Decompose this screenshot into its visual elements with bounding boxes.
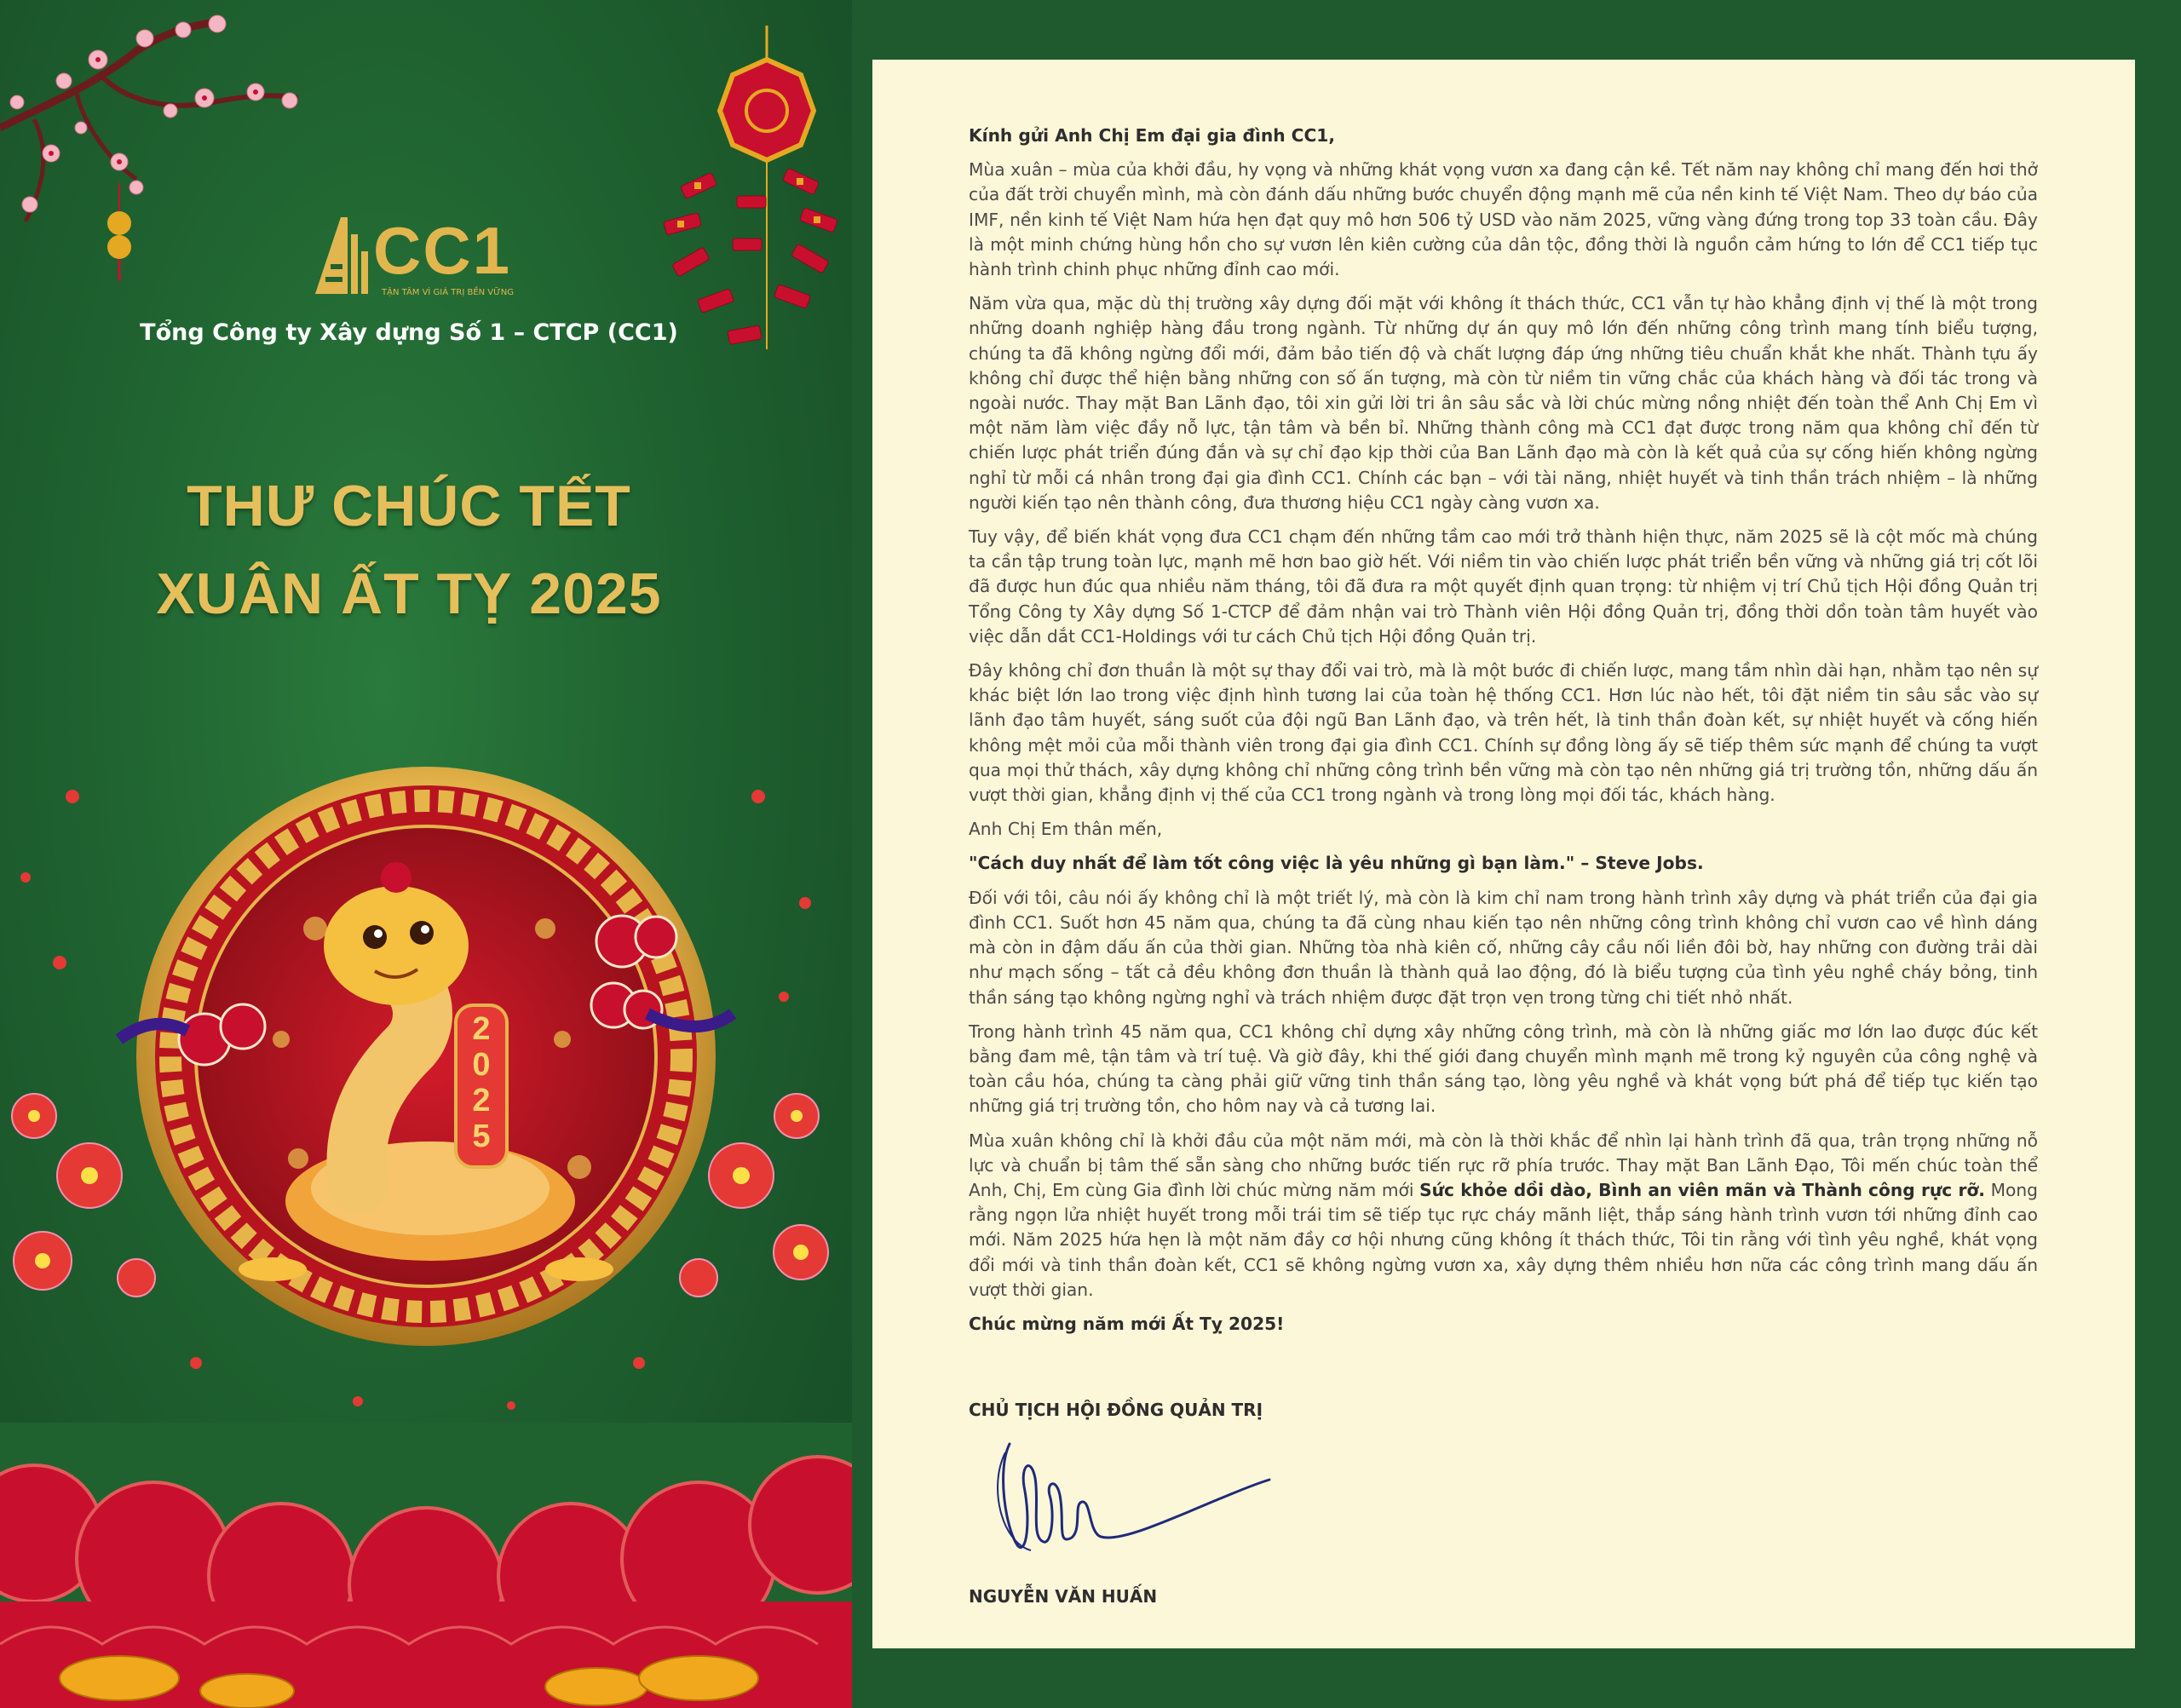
letter-greeting: Kính gửi Anh Chị Em đại gia đình CC1, [969, 125, 1336, 146]
letter-paragraph-4: Đây không chỉ đơn thuần là một sự thay đổi vai trò, mà là một bước đi chiến lược, mang tầm nhìn dài hạn, nhằm tạo nên sự khác biệt lớn lao trong việc định hình tương lai của toàn hệ thống CC1. Hơn lúc nào hết, tôi đặt niềm tin sâu sắc vào sự lãnh đạo tâm huyết, sáng suốt của đội ngũ Ban Lãnh đạo, và trên hết, là tinh thần đoàn kết, sự nhiệt huyết và cống hiến không mệt mỏi của mỗi thành viên trong đại gia đình CC1. Chính sự đồng lòng ấy sẽ tiếp thêm sức mạnh để chúng ta vượt qua mọi thử thách, xây dựng không chỉ những công trình bền vững mà còn tạo nên những giá trị trường tồn, những dấu ấn vượt thời gian, khẳng định vị thế của CC1 trong ngành và trong lòng mọi đối tác, khách hàng. [969, 660, 2038, 806]
letter-paragraph-2: Năm vừa qua, mặc dù thị trường xây dựng đối mặt với không ít thách thức, CC1 vẫn tự hào khẳng định vị thế là một trong những doanh nghiệp hàng đầu trong ngành. Từ những dự án quy mô lớn đến những công trình mang tính biểu tượng, chúng ta đã không ngừng đổi mới, đảm bảo tiến độ và chất lượng đáp ứng những tiêu chuẩn khắt khe nhất. Thành tựu ấy không chỉ được thể hiện bằng những con số ấn tượng, mà còn từ niềm tin vững chắc của khách hàng và đối tác trong và ngoài nước. Thay mặt Ban Lãnh đạo, tôi xin gửi lời tri ân sâu sắc và lời chúc mừng nồng nhiệt đến toàn thể Anh Chị Em vì một năm làm việc đầy nỗ lực, tận tâm và bền bỉ. Những thành công mà CC1 đạt được trong năm qua không chỉ đến từ chiến lược phát triển đúng đắn và sự chỉ đạo kịp thời của Ban Lãnh đạo mà còn là kết quả của sự cống hiến không ngừng nghỉ từ mỗi cá nhân trong đại gia đình CC1. Chính các bạn – với tài năng, nhiệt huyết và tinh thần trách nhiệm – là những người kiến tạo nên thành công, đưa thương hiệu CC1 ngày càng vươn xa. [969, 293, 2038, 513]
svg-text:5: 5 [472, 1119, 491, 1154]
plum-blossom-branch-icon [0, 0, 324, 307]
logo-tagline: TẬN TÂM VÌ GIÁ TRỊ BỀN VỮNG [382, 288, 514, 297]
letter-paragraph-6: Đối với tôi, câu nói ấy không chỉ là một triết lý, mà còn là kim chỉ nam trong hành trình xây dựng và phát triển của đại gia đình CC1. Suốt hơn 45 năm qua, chúng ta đã cùng nhau kiến tạo nên những công trình không chỉ vươn cao về hình dáng mà còn in đậm dấu ấn của thời gian. Những tòa nhà kiên cố, những cây cầu nối liền đôi bờ, hay những con đường trải dài như mạch sống – tất cả đều không đơn thuần là thành quả lao động, đó là biểu tượng của tình yêu nghề cháy bỏng, tinh thần sáng tạo không ngừng nghỉ và trách nhiệm được đặt trọn vẹn trong từng chi tiết nhỏ nhất. [969, 887, 2038, 1008]
letter-paragraph-8 [969, 1129, 2038, 1303]
letter-quote: "Cách duy nhất để làm tốt công việc là yêu những gì bạn làm." – Steve Jobs. [969, 853, 1704, 874]
greeting-card-panel [0, 0, 852, 1708]
svg-text:2: 2 [472, 1011, 491, 1047]
svg-text:0: 0 [472, 1047, 491, 1083]
building-logo-icon [307, 213, 375, 298]
cc1-logo [307, 213, 528, 307]
letter-closing: Chúc mừng năm mới Ất Tỵ 2025! [969, 1313, 1285, 1334]
signer-name: NGUYỄN VĂN HUẤN [969, 1586, 1158, 1607]
handwritten-signature-icon [971, 1435, 1312, 1563]
signer-title: CHỦ TỊCH HỘI ĐỒNG QUẢN TRỊ [969, 1400, 1263, 1420]
red-cloud-pattern-icon [0, 1423, 852, 1708]
letter-paragraph-7: Trong hành trình 45 năm qua, CC1 không chỉ dựng xây những công trình, mà còn là những giấc mơ lớn lao được đúc kết bằng đam mê, tận tâm và trí tuệ. Và giờ đây, khi thế giới đang chuyển mình mạnh mẽ trong kỷ nguyên của công nghệ và toàn cầu hóa, chúng ta càng phải giữ vững tinh thần sáng tạo, lòng yêu nghề và khát vọng bứt phá để tiếp tục kiến tạo những giá trị trường tồn, cho hôm nay và cả tương lai. [969, 1021, 2038, 1117]
logo-wordmark: CC1 [373, 213, 512, 288]
letter-paragraph-8-start: Mùa xuân không chỉ là khởi đầu của một năm mới, mà còn là thời khắc để nhìn lại hành trình đã qua, trân trọng những nỗ lực và chuẩn bị tâm thế sẵn sàng cho những bước tiến rực rỡ phía trước. Thay mặt Ban Lãnh Đạo, Tôi mến chúc toàn thể Anh, Chị, Em cùng Gia đình lời chúc mừng năm mới [969, 1130, 2038, 1200]
letter-paragraph-1: Mùa xuân – mùa của khởi đầu, hy vọng và những khát vọng vươn xa đang cận kề. Tết năm nay không chỉ mang đến hơi thở của đất trời chuyển mình, mà còn đánh dấu những bước chuyển động mạnh mẽ của nền kinh tế Việt Nam. Theo dự báo của IMF, nền kinh tế Việt Nam hứa hẹn đạt quy mô hơn 506 tỷ USD vào năm 2025, vững vàng đứng trong top 33 toàn cầu. Đây là một minh chứng hùng hồn cho sự vươn lên kiên cường của dân tộc, đồng thời là nguồn cảm hứng to lớn để CC1 tiếp tục hành trình chinh phục những đỉnh cao mới. [969, 159, 2038, 280]
letter-wish-highlight: Sức khỏe dồi dào, Bình an viên mãn và Thành công rực rỡ. [1419, 1179, 1985, 1200]
snake-medallion-icon [102, 758, 750, 1354]
company-name: Tổng Công ty Xây dựng Số 1 – CTCP (CC1) [140, 319, 678, 346]
svg-text:2: 2 [472, 1083, 491, 1119]
letter-body [969, 124, 2038, 1346]
letter-paragraph-3: Tuy vậy, để biến khát vọng đưa CC1 chạm đến những tầm cao mới trở thành hiện thực, năm 2025 sẽ là cột mốc mà chúng ta cần tập trung toàn lực, mạnh mẽ hơn bao giờ hết. Với niềm tin vào chiến lược phát triển bền vững và những giá trị cốt lõi đã được hun đúc qua nhiều năm tháng, tôi đã đưa ra một quyết định quan trọng: từ nhiệm vị trí Chủ tịch Hội đồng Quản trị Tổng Công ty Xây dựng Số 1-CTCP để đảm nhận vai trò Thành viên Hội đồng Quản trị, đồng thời dồn toàn tâm huyết vào việc dẫn dắt CC1-Holdings với tư cách Chủ tịch Hội đồng Quản trị. [969, 526, 2038, 647]
letter-paragraph-8-end: Mong rằng ngọn lửa nhiệt huyết trong mỗi trái tim sẽ tiếp tục rực cháy mãnh liệt, thắp sáng hành trình vươn tới những đỉnh cao mới. Năm 2025 hứa hẹn là một năm đầy cơ hội nhưng cũng không ít thách thức, Tôi tin rằng với tình yêu nghề, khát vọng đổi mới và tinh thần đoàn kết, CC1 sẽ không ngừng vươn xa, xây dựng thêm nhiều hơn nữa các công trình mang dấu ấn vượt thời gian. [969, 1179, 2038, 1300]
letter-paragraph-5: Anh Chị Em thân mến, [969, 819, 1163, 840]
card-title-line-2: XUÂN ẤT TỴ 2025 [156, 561, 662, 626]
card-title-line-1: THƯ CHÚC TẾT [187, 474, 631, 538]
